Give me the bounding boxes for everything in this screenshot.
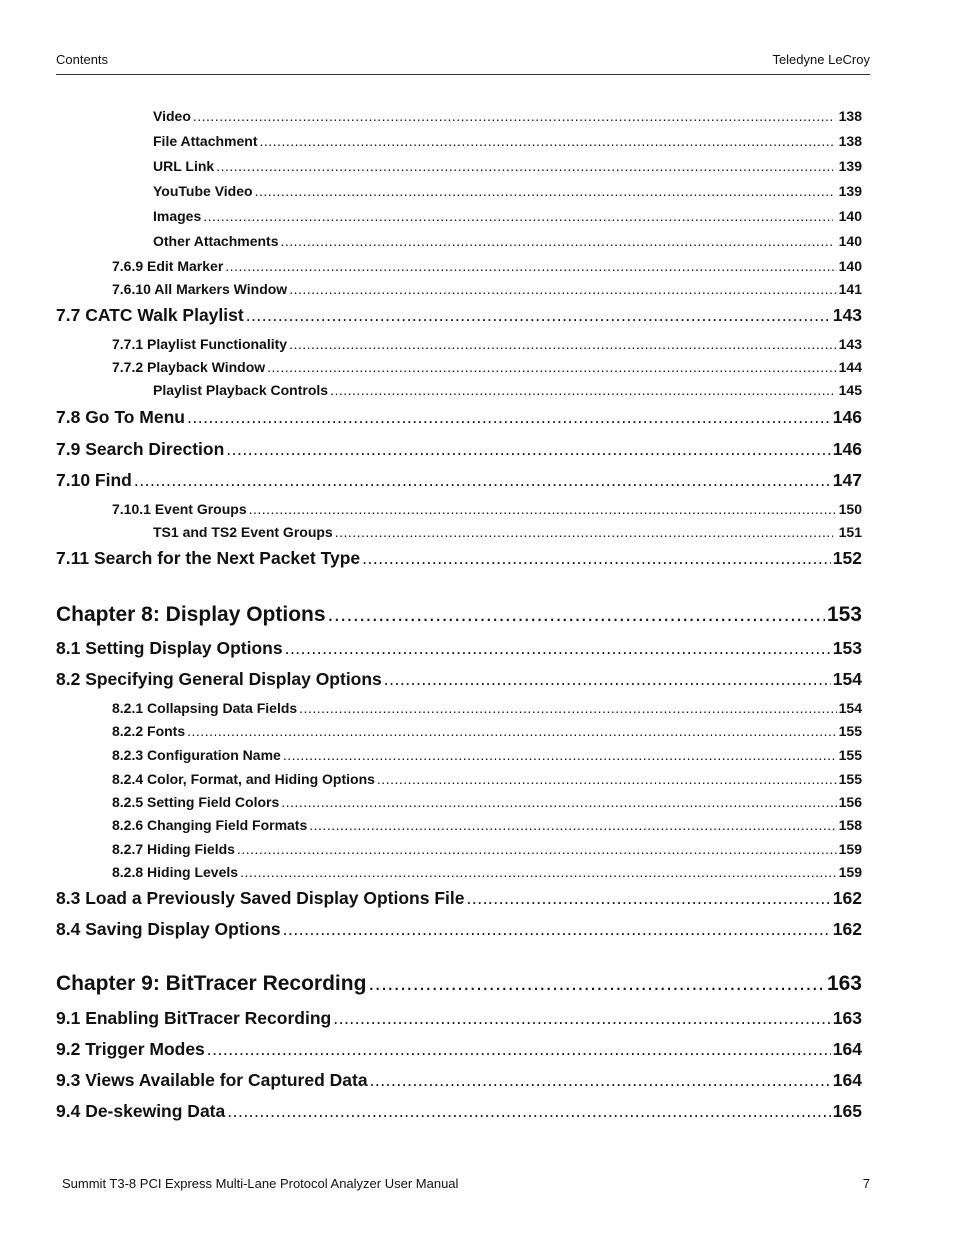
toc-entry-title: 8.2.5 Setting Field Colors xyxy=(112,794,280,810)
toc-entry-page: 154 xyxy=(832,669,862,689)
toc-entry-page: 138 xyxy=(838,133,862,149)
toc-entry[interactable] xyxy=(112,700,862,716)
toc-entry-title: 8.2.8 Hiding Levels xyxy=(112,864,239,880)
toc-leader-dots xyxy=(333,1008,831,1029)
toc-leader-dots xyxy=(267,359,836,375)
toc-entry-page: 151 xyxy=(838,524,862,540)
toc-entry-title: 8.2.4 Color, Format, and Hiding Options xyxy=(112,771,375,787)
toc-leader-dots xyxy=(328,603,825,627)
toc-entry-title: Chapter 8: Display Options xyxy=(56,603,326,626)
toc-leader-dots xyxy=(281,233,833,249)
toc-leader-dots xyxy=(309,817,836,833)
toc-leader-dots xyxy=(377,771,837,787)
toc-entry-title: URL Link xyxy=(153,158,215,174)
toc-entry-page: 155 xyxy=(838,771,862,787)
toc-leader-dots xyxy=(193,108,833,124)
toc-entry[interactable] xyxy=(153,233,862,249)
toc-leader-dots xyxy=(368,972,825,996)
toc-entry-title: 7.7.2 Playback Window xyxy=(112,359,266,375)
toc-leader-dots xyxy=(362,548,831,569)
toc-entry-title: Chapter 9: BitTracer Recording xyxy=(56,972,367,995)
toc-entry-page: 163 xyxy=(826,972,862,995)
header-company: Teledyne LeCroy xyxy=(772,52,870,67)
toc-entry[interactable] xyxy=(56,1039,862,1060)
toc-entry[interactable] xyxy=(153,183,862,199)
toc-entry-page: 143 xyxy=(838,336,862,352)
toc-entry-title: 8.2 Specifying General Display Options xyxy=(56,669,382,689)
toc-entry[interactable] xyxy=(153,382,862,398)
toc-entry-title: 7.6.9 Edit Marker xyxy=(112,258,224,274)
toc-entry-page: 143 xyxy=(832,305,862,325)
toc-leader-dots xyxy=(335,524,833,540)
toc-entry-page: 155 xyxy=(838,747,862,763)
toc-entry-page: 140 xyxy=(838,233,862,249)
toc-entry[interactable] xyxy=(112,817,862,833)
toc-entry-title: File Attachment xyxy=(153,133,258,149)
toc-entry-page: 147 xyxy=(832,470,862,490)
toc-leader-dots xyxy=(203,208,832,224)
toc-entry-title: 7.10.1 Event Groups xyxy=(112,501,247,517)
toc-entry-title: TS1 and TS2 Event Groups xyxy=(153,524,333,540)
toc-entry-title: 7.9 Search Direction xyxy=(56,439,225,459)
toc-entry[interactable] xyxy=(56,888,862,909)
toc-entry-title: 8.2.1 Collapsing Data Fields xyxy=(112,700,298,716)
toc-entry-title: 8.2.2 Fonts xyxy=(112,723,186,739)
toc-entry-page: 146 xyxy=(832,439,862,459)
toc-entry[interactable] xyxy=(112,794,862,810)
toc-leader-dots xyxy=(249,501,837,517)
toc-leader-dots xyxy=(283,919,831,940)
toc-leader-dots xyxy=(237,841,837,857)
toc-entry-page: 146 xyxy=(832,407,862,427)
toc-entry-page: 164 xyxy=(832,1039,862,1059)
toc-entry-title: 8.4 Saving Display Options xyxy=(56,919,281,939)
toc-entry-page: 159 xyxy=(838,864,862,880)
toc-entry[interactable] xyxy=(56,470,862,491)
toc-leader-dots xyxy=(187,723,837,739)
toc-leader-dots xyxy=(240,864,837,880)
toc-entry-page: 138 xyxy=(838,108,862,124)
toc-leader-dots xyxy=(227,1101,831,1122)
toc-entry[interactable] xyxy=(56,669,862,690)
toc-entry[interactable] xyxy=(56,439,862,460)
toc-leader-dots xyxy=(187,407,831,428)
toc-entry[interactable] xyxy=(112,864,862,880)
toc-entry-page: 144 xyxy=(838,359,862,375)
toc-entry-page: 164 xyxy=(832,1070,862,1090)
toc-entry-title: Playlist Playback Controls xyxy=(153,382,329,398)
toc-leader-dots xyxy=(260,133,833,149)
toc-leader-dots xyxy=(283,747,837,763)
toc-entry-page: 150 xyxy=(838,501,862,517)
toc-entry-page: 141 xyxy=(838,281,862,297)
toc-entry[interactable] xyxy=(112,723,862,739)
toc-entry-page: 140 xyxy=(838,258,862,274)
toc-entry-title: 7.7.1 Playlist Functionality xyxy=(112,336,288,352)
toc-entry[interactable] xyxy=(112,747,862,763)
toc-entry-page: 153 xyxy=(832,638,862,658)
toc-entry-page: 162 xyxy=(832,888,862,908)
toc-entry-page: 162 xyxy=(832,919,862,939)
toc-leader-dots xyxy=(246,305,831,326)
toc-entry-title: 7.10 Find xyxy=(56,470,132,490)
toc-entry[interactable] xyxy=(153,133,862,149)
toc-entry[interactable] xyxy=(112,336,862,352)
toc-entry[interactable] xyxy=(56,407,862,428)
toc-entry-title: Video xyxy=(153,108,191,124)
toc-entry[interactable] xyxy=(56,1070,862,1091)
toc-entry-page: 145 xyxy=(838,382,862,398)
toc-leader-dots xyxy=(281,794,836,810)
toc-entry-title: Images xyxy=(153,208,202,224)
toc-entry[interactable] xyxy=(56,919,862,940)
toc-entry-title: YouTube Video xyxy=(153,183,253,199)
toc-entry-title: 8.3 Load a Previously Saved Display Options File xyxy=(56,888,465,908)
toc-leader-dots xyxy=(370,1070,831,1091)
toc-entry-title: 8.2.6 Changing Field Formats xyxy=(112,817,308,833)
toc-leader-dots xyxy=(226,439,831,460)
toc-entry[interactable] xyxy=(56,1008,862,1029)
toc-entry[interactable] xyxy=(112,771,862,787)
footer-manual-title: Summit T3-8 PCI Express Multi-Lane Protocol Analyzer User Manual xyxy=(62,1176,459,1191)
toc-entry[interactable] xyxy=(153,158,862,174)
toc-entry-page: 139 xyxy=(838,183,862,199)
toc-entry-page: 155 xyxy=(838,723,862,739)
toc-entry-title: 8.2.3 Configuration Name xyxy=(112,747,281,763)
toc-entry-page: 159 xyxy=(838,841,862,857)
toc-entry[interactable] xyxy=(112,258,862,274)
toc-entry-page: 139 xyxy=(838,158,862,174)
toc-leader-dots xyxy=(134,470,831,491)
toc-entry-title: 9.1 Enabling BitTracer Recording xyxy=(56,1008,332,1028)
toc-entry-title: 8.2.7 Hiding Fields xyxy=(112,841,235,857)
header-section-title: Contents xyxy=(56,52,109,67)
toc-entry-title: 9.3 Views Available for Captured Data xyxy=(56,1070,368,1090)
toc-entry-title: 7.6.10 All Markers Window xyxy=(112,281,288,297)
toc-leader-dots xyxy=(299,700,836,716)
toc-entry-page: 156 xyxy=(838,794,862,810)
toc-entry-title: 9.2 Trigger Modes xyxy=(56,1039,205,1059)
toc-leader-dots xyxy=(207,1039,831,1060)
toc-entry[interactable] xyxy=(112,281,862,297)
toc-leader-dots xyxy=(466,888,830,909)
toc-entry[interactable] xyxy=(112,359,862,375)
toc-entry-title: 7.8 Go To Menu xyxy=(56,407,185,427)
toc-entry-title: Other Attachments xyxy=(153,233,279,249)
toc-entry-title: 7.7 CATC Walk Playlist xyxy=(56,305,244,325)
toc-entry-page: 163 xyxy=(832,1008,862,1028)
toc-leader-dots xyxy=(285,638,831,659)
toc-entry[interactable] xyxy=(56,638,862,659)
toc-entry[interactable] xyxy=(112,501,862,517)
toc-leader-dots xyxy=(330,382,833,398)
toc-entry-title: 8.1 Setting Display Options xyxy=(56,638,283,658)
toc-entry[interactable] xyxy=(56,305,862,326)
toc-entry-page: 140 xyxy=(838,208,862,224)
toc-entry[interactable] xyxy=(56,603,862,627)
toc-entry[interactable] xyxy=(112,841,862,857)
toc-entry[interactable] xyxy=(153,208,862,224)
page-footer xyxy=(62,1176,870,1191)
toc-entry[interactable] xyxy=(153,524,862,540)
toc-leader-dots xyxy=(216,158,832,174)
toc-leader-dots xyxy=(225,258,836,274)
toc-leader-dots xyxy=(255,183,833,199)
toc-entry-page: 154 xyxy=(838,700,862,716)
toc-entry[interactable] xyxy=(56,1101,862,1122)
toc-entry-title: 7.11 Search for the Next Packet Type xyxy=(56,548,361,568)
toc-leader-dots xyxy=(289,281,836,297)
toc-entry-page: 153 xyxy=(826,603,862,626)
toc-entry-page: 165 xyxy=(832,1101,862,1121)
toc-entry-title: 9.4 De-skewing Data xyxy=(56,1101,226,1121)
toc-leader-dots xyxy=(289,336,837,352)
toc-entry[interactable] xyxy=(56,972,862,996)
toc-entry[interactable] xyxy=(56,548,862,569)
toc-leader-dots xyxy=(384,669,831,690)
toc-entry-page: 152 xyxy=(832,548,862,568)
toc-entry[interactable] xyxy=(153,108,862,124)
toc-entry-page: 158 xyxy=(838,817,862,833)
page-number: 7 xyxy=(862,1176,870,1191)
